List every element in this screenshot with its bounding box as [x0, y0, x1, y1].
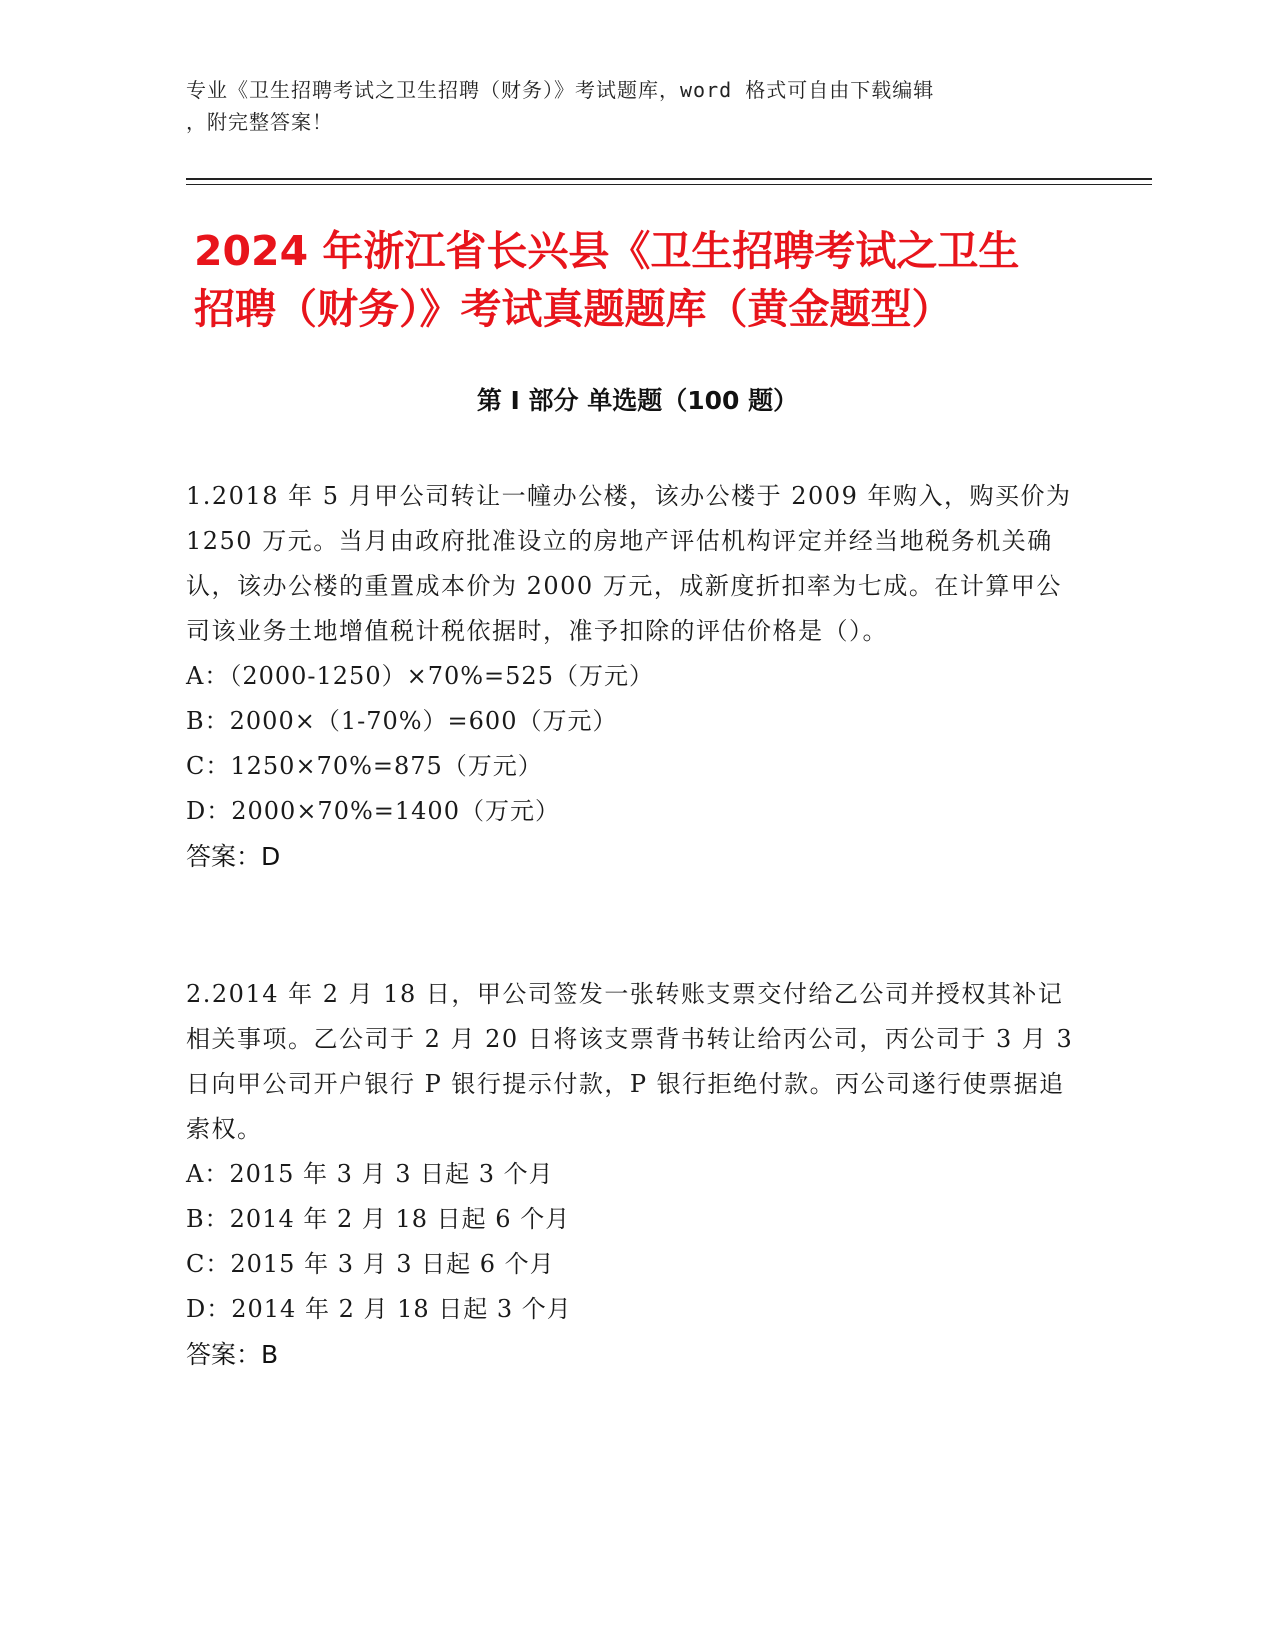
header-divider-thick [186, 178, 1152, 180]
document-title-line-2: 招聘（财务）》考试真题题库（黄金题型） [194, 285, 953, 333]
document-title [194, 222, 1094, 338]
answer: 答案：B [186, 1340, 279, 1369]
document-title-line-1: 2024 年浙江省长兴县《卫生招聘考试之卫生 [194, 227, 1020, 275]
question-stem: 2.2014 年 2 月 18 日，甲公司签发一张转账支票交付给乙公司并授权其补记相关事项。乙公司于 2 月 20 日将该支票背书转让给丙公司，丙公司于 3 月 3 日向甲公司开户银行 P 银行提示付款，P 银行拒绝付款。丙公司遂行使票据追索权。 [186, 980, 1074, 1143]
question-2 [186, 972, 1086, 1377]
header-note-line-2: ，附完整答案！ [186, 110, 333, 134]
header-note-line-1: 专业《卫生招聘考试之卫生招聘（财务）》考试题库，word 格式可自由下载编辑 [186, 78, 935, 102]
option-d: D：2000×70%=1400（万元） [186, 797, 560, 825]
option-c: C：1250×70%=875（万元） [186, 752, 543, 780]
option-c: C：2015 年 3 月 3 日起 6 个月 [186, 1250, 555, 1278]
header-note [186, 74, 1086, 138]
header-divider-thin [186, 184, 1152, 185]
option-d: D：2014 年 2 月 18 日起 3 个月 [186, 1295, 572, 1323]
option-a: A：2015 年 3 月 3 日起 3 个月 [186, 1160, 554, 1188]
section-heading: 第 I 部分 单选题（100 题） [476, 386, 799, 415]
option-b: B：2000×（1-70%）=600（万元） [186, 707, 618, 735]
option-b: B：2014 年 2 月 18 日起 6 个月 [186, 1205, 571, 1233]
question-1 [186, 474, 1086, 879]
answer: 答案：D [186, 842, 281, 871]
option-a: A：（2000-1250）×70%=525（万元） [186, 662, 654, 690]
question-stem: 1.2018 年 5 月甲公司转让一幢办公楼，该办公楼于 2009 年购入，购买价为 1250 万元。当月由政府批准设立的房地产评估机构评定并经当地税务机关确认，该办公楼的重置成本价为 2000 万元，成新度折扣率为七成。在计算甲公司该业务土地增值税计税依据时，准予扣除的评估价格是（）。 [186, 482, 1072, 645]
